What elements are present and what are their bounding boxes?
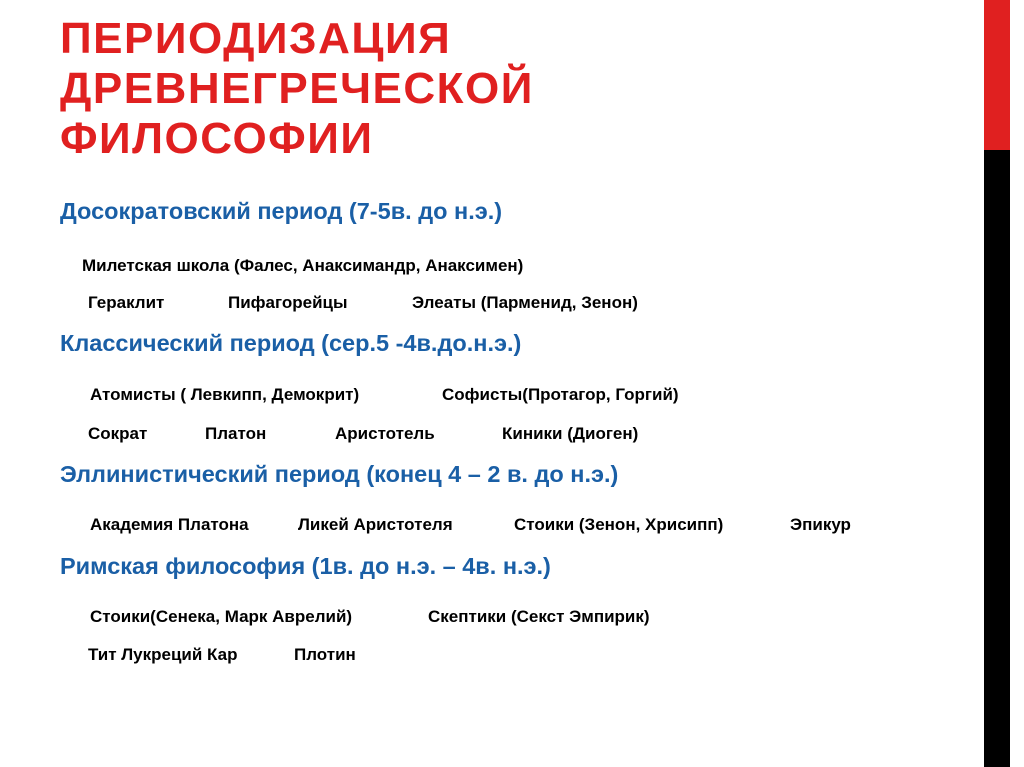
slide-title: [60, 14, 534, 164]
slide-title-line-2: ДРЕВНЕГРЕЧЕСКОЙ: [60, 64, 534, 113]
philosopher-lucretius: Тит Лукреций Кар: [88, 645, 238, 664]
philosopher-epicurus: Эпикур: [790, 515, 851, 534]
philosopher-socrates: Сократ: [88, 424, 148, 443]
period-heading-hellenistic: Эллинистический период (конец 4 – 2 в. до н.э.): [60, 461, 619, 487]
school-pythagoreans: Пифагорейцы: [228, 293, 348, 312]
period-heading-roman: Римская философия (1в. до н.э. – 4в. н.э.): [60, 553, 551, 579]
school-aristotle-lyceum: Ликей Аристотеля: [298, 515, 453, 534]
accent-strip-red: [984, 0, 1010, 150]
school-cynics: Киники (Диоген): [502, 424, 639, 443]
philosopher-heraclitus: Гераклит: [88, 293, 165, 312]
school-skeptics: Скептики (Секст Эмпирик): [428, 607, 650, 626]
period-heading-classical: Классический период (сер.5 -4в.до.н.э.): [60, 330, 522, 356]
philosopher-aristotle: Аристотель: [335, 424, 435, 443]
philosopher-plato: Платон: [205, 424, 267, 443]
school-eleatics: Элеаты (Парменид, Зенон): [412, 293, 638, 312]
accent-strip: [984, 0, 1010, 767]
philosopher-plotinus: Плотин: [294, 645, 356, 664]
school-atomists: Атомисты ( Левкипп, Демокрит): [90, 385, 360, 404]
school-milesian: Милетская школа (Фалес, Анаксимандр, Анаксимен): [82, 256, 524, 275]
school-stoics-early: Стоики (Зенон, Хрисипп): [514, 515, 724, 534]
school-platonic-academy: Академия Платона: [90, 515, 249, 534]
slide-title-line-1: ПЕРИОДИЗАЦИЯ: [60, 14, 452, 63]
period-heading-presocratic: Досократовский период (7-5в. до н.э.): [60, 198, 503, 224]
school-stoics-roman: Стоики(Сенека, Марк Аврелий): [90, 607, 353, 626]
school-sophists: Софисты(Протагор, Горгий): [442, 385, 679, 404]
accent-strip-black: [984, 150, 1010, 767]
slide-title-line-3: ФИЛОСОФИИ: [60, 114, 374, 163]
